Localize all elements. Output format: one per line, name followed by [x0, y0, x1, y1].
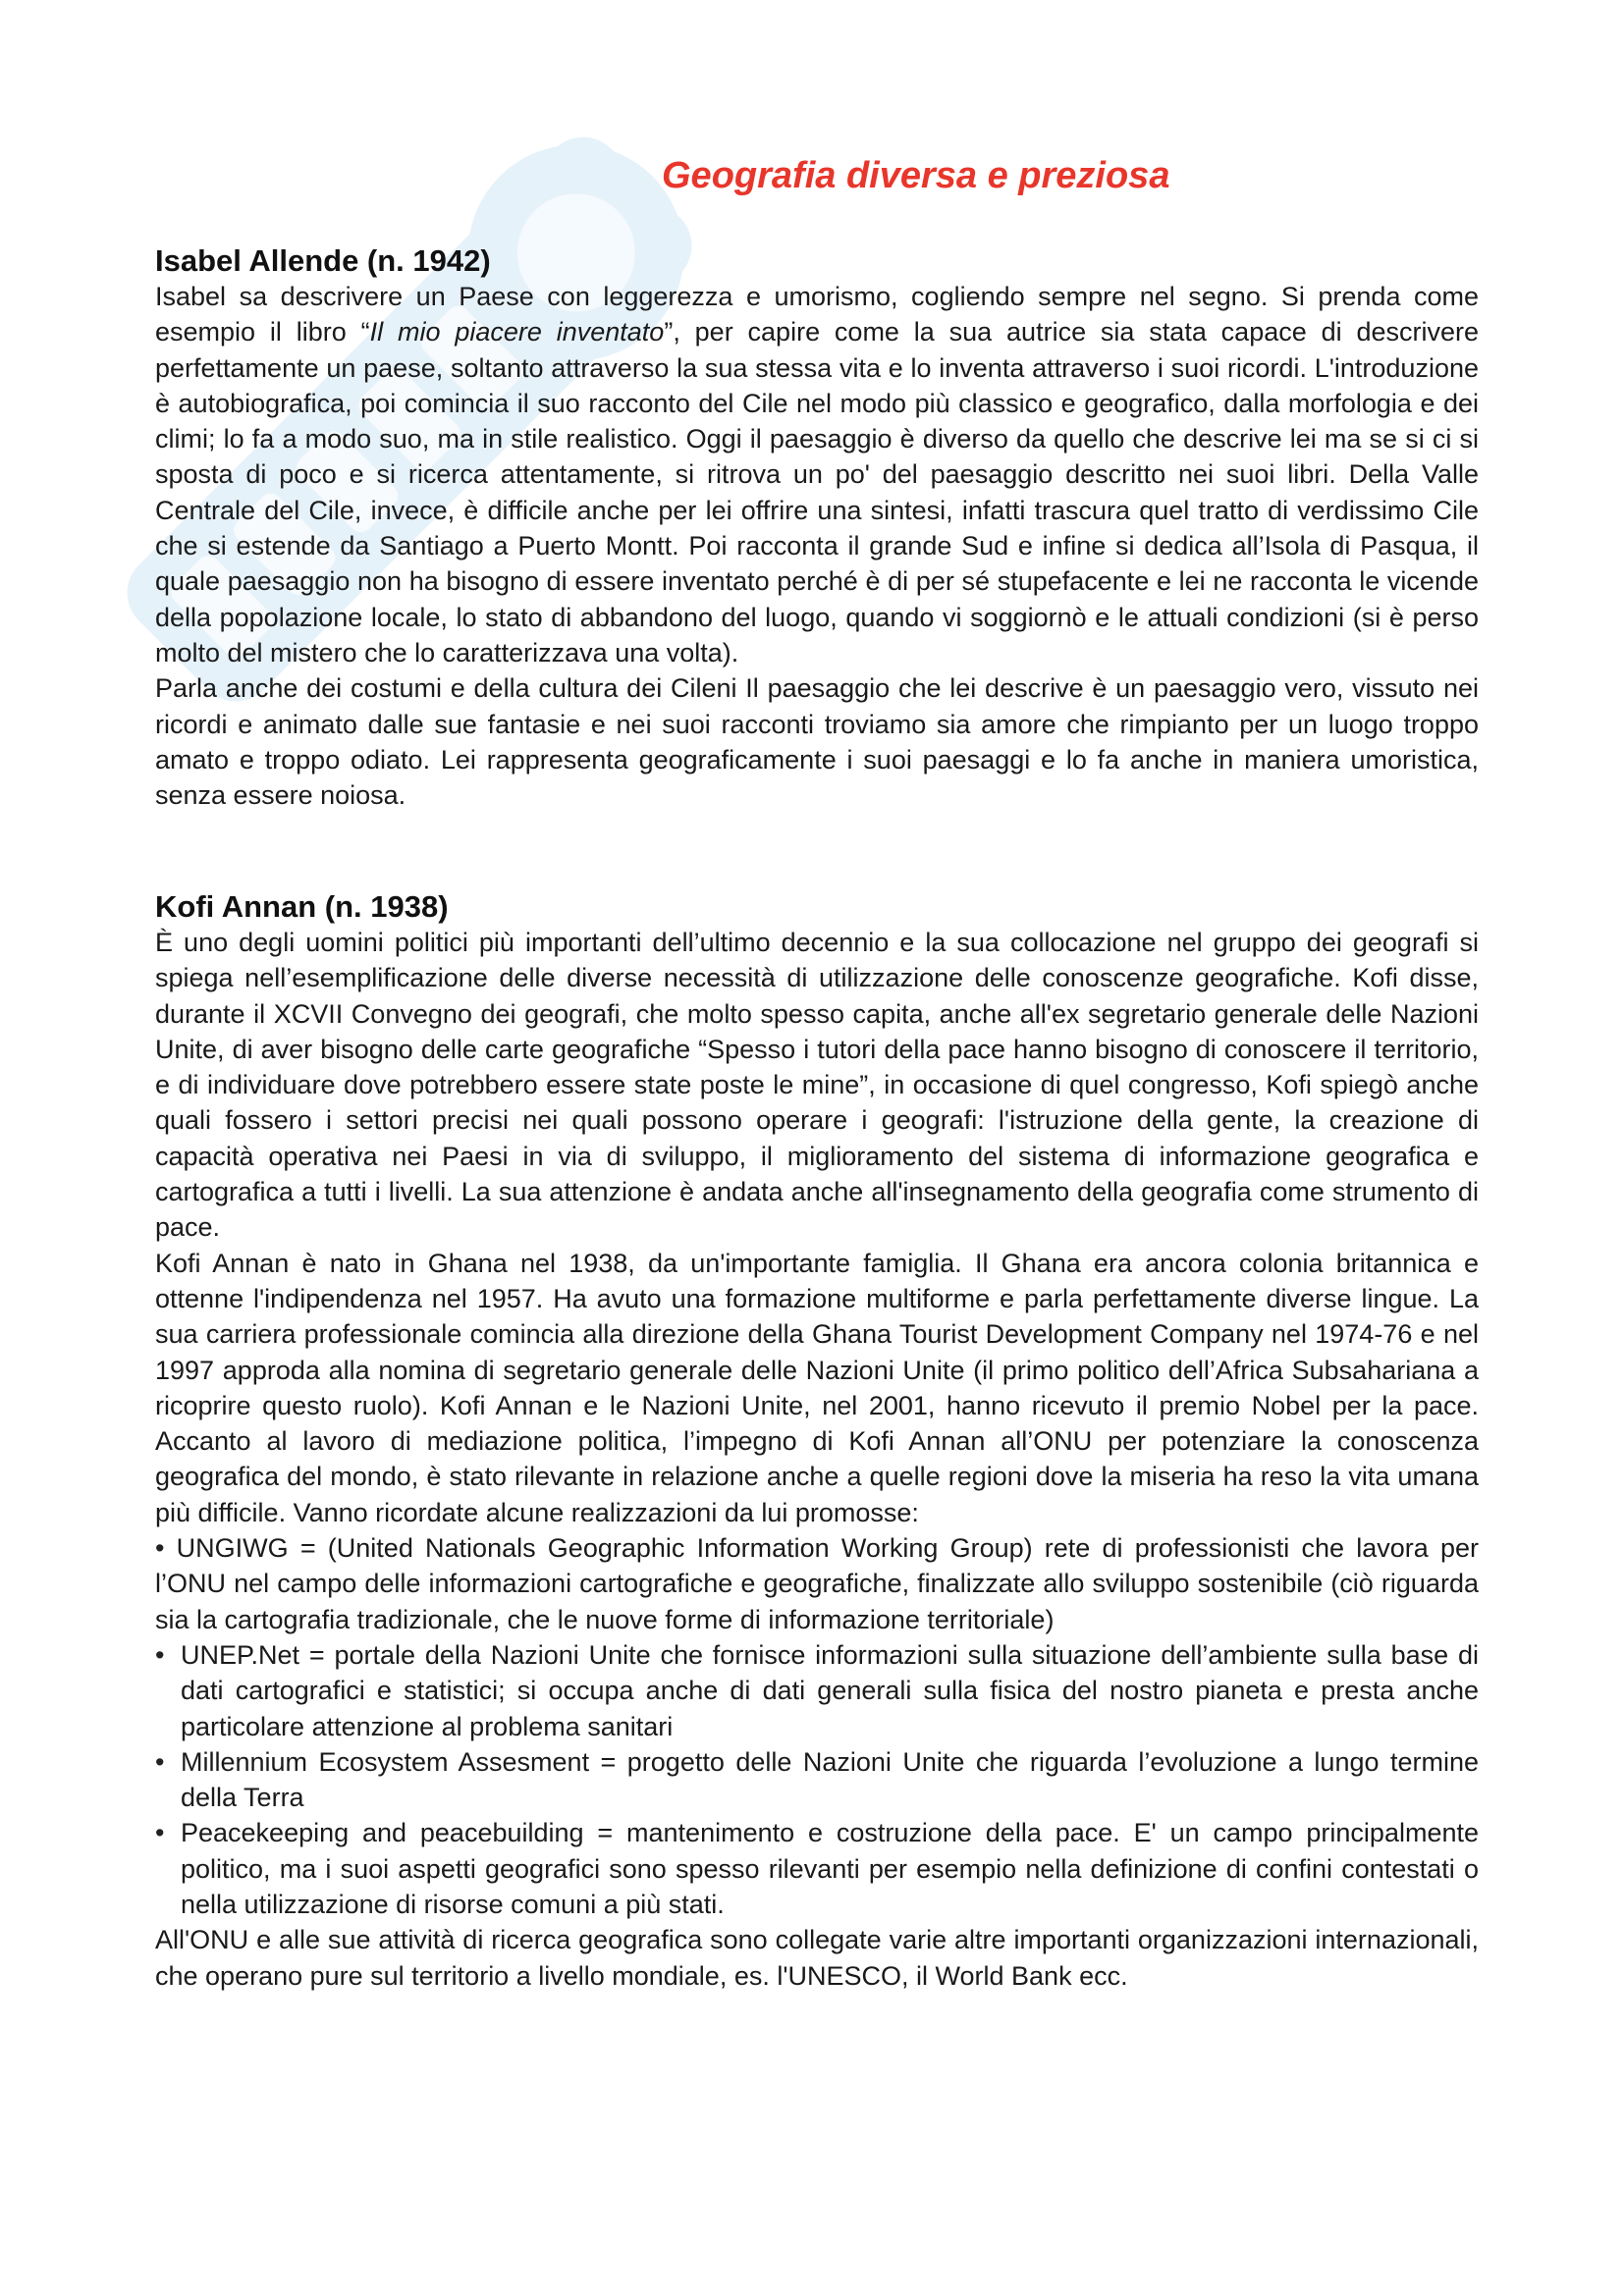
list-item: • Peacekeeping and peacebuilding = mantenimento e costruzione della pace. E' un campo principalmente politico, ma i suoi aspetti geografici sono spesso rilevanti per esempio nella definizione di confini contestati o nella utilizzazione di risorse comuni a più stati.	[155, 1815, 1479, 1922]
bullet-mark: •	[155, 1533, 165, 1564]
section-kofi-annan	[155, 889, 1479, 1994]
list-item: • Millennium Ecosystem Assesment = progetto delle Nazioni Unite che riguarda l’evoluzione a lungo termine della Terra	[155, 1744, 1479, 1816]
section-heading: Kofi Annan (n. 1938)	[155, 889, 449, 924]
list-item: • UNEP.Net = portale della Nazioni Unite che fornisce informazioni sulla situazione dell’ambiente sulla base di dati cartografici e statistici; si occupa anche di dati generali sulla fisica del nostro pianeta e presta anche particolare attenzione al problema sanitari	[155, 1637, 1479, 1744]
section-heading: Isabel Allende (n. 1942)	[155, 243, 491, 278]
book-title: Il mio piacere inventato	[369, 317, 665, 347]
paragraph: Parla anche dei costumi e della cultura dei Cileni Il paesaggio che lei descrive è un paesaggio vero, vissuto nei ricordi e animato dalle sue fantasie e nei suoi racconti troviamo sia amore che rimpianto per un luogo troppo amato e troppo odiato. Lei rappresenta geograficamente i suoi paesaggi e lo fa anche in maniera umoristica, senza essere noiosa.	[155, 673, 1479, 811]
paragraph: È uno degli uomini politici più importanti dell’ultimo decennio e la sua collocazione nel gruppo dei geografi si spiega nell’esemplificazione delle diverse necessità di utilizzazione delle conoscenze geografiche. Kofi disse, durante il XCVII Convegno dei geografi, che molto spesso capita, anche all'ex segretario generale delle Nazioni Unite, di aver bisogno delle carte geografiche “Spesso i tutori della pace hanno bisogno di conoscere il territorio, e di individuare dove potrebbero essere state poste le mine”, in occasione di quel congresso, Kofi spiegò anche quali fossero i settori precisi nei quali possono operare i geografi: l'istruzione della gente, la creazione di capacità operativa nei Paesi in via di sviluppo, il miglioramento del sistema di informazione geografica e cartografica a tutti i livelli. La sua attenzione è andata anche all'insegnamento della geografia come strumento di pace.	[155, 928, 1479, 1243]
paragraph: All'ONU e alle sue attività di ricerca geografica sono collegate varie altre importanti organizzazioni internazionali, che operano pure sul territorio a livello mondiale, es. l'UNESCO, il World Bank ecc.	[155, 1925, 1479, 1991]
section-isabel-allende	[155, 243, 1479, 813]
paragraph: Isabel sa descrivere un Paese con leggerezza e umorismo, cogliendo sempre nel segno. Si prenda come esempio il libro “Il mio piacere inventato”, per capire come la sua autrice sia stata capace di descrivere perfettamente un paese, soltanto attraverso la sua stessa vita e lo inventa attraverso i suoi ricordi. L'introduzione è autobiografica, poi comincia il suo racconto del Cile nel modo più classico e geografico, dalla morfologia e dei climi; lo fa a modo suo, ma in stile realistico. Oggi il paesaggio è diverso da quello che descrive lei ma se si ci si sposta di poco e si ricerca attentamente, si ritrova un po' del paesaggio descritto nei suoi libri. Della Valle Centrale del Cile, invece, è difficile anche per lei offrire una sintesi, infatti trascura quel tratto di verdissimo Cile che si estende da Santiago a Puerto Montt. Poi racconta il grande Sud e infine si dedica all’Isola di Pasqua, il quale paesaggio non ha bisogno di essere inventato perché è di per sé stupefacente e lei ne racconta le vicende della popolazione locale, lo stato di abbandono del luogo, quando vi soggiornò e le attuali condizioni (si è perso molto del mistero che lo caratterizzava una volta).	[155, 282, 1480, 667]
bullet-mark: •	[155, 1639, 165, 1670]
bullet-mark: •	[155, 1746, 165, 1777]
page-title: Geografia diversa e preziosa	[662, 155, 1170, 196]
list-item: • UNGIWG = (United Nationals Geographic Information Working Group) rete di professionisti che lavora per l’ONU nel campo delle informazioni cartografiche e geografiche, finalizzate allo sviluppo sostenibile (ciò riguarda sia la cartografia tradizionale, che le nuove forme di informazione territoriale)	[155, 1533, 1479, 1634]
bullet-list	[155, 1530, 1479, 1922]
bullet-mark: •	[155, 1818, 165, 1848]
paragraph: Kofi Annan è nato in Ghana nel 1938, da un'importante famiglia. Il Ghana era ancora colonia britannica e ottenne l'indipendenza nel 1957. Ha avuto una formazione multiforme e parla perfettamente diverse lingue. La sua carriera professionale comincia alla direzione della Ghana Tourist Development Company nel 1974-76 e nel 1997 approda alla nomina di segretario generale delle Nazioni Unite (il primo politico dell’Africa Subsahariana a ricoprire questo ruolo). Kofi Annan e le Nazioni Unite, nel 2001, hanno ricevuto il premio Nobel per la pace. Accanto al lavoro di mediazione politica, l’impegno di Kofi Annan all’ONU per potenziare la conoscenza geografica del mondo, è stato rilevante in relazione anche a quelle regioni dove la miseria ha reso la vita umana più difficile. Vanno ricordate alcune realizzazioni da lui promosse:	[155, 1248, 1479, 1527]
